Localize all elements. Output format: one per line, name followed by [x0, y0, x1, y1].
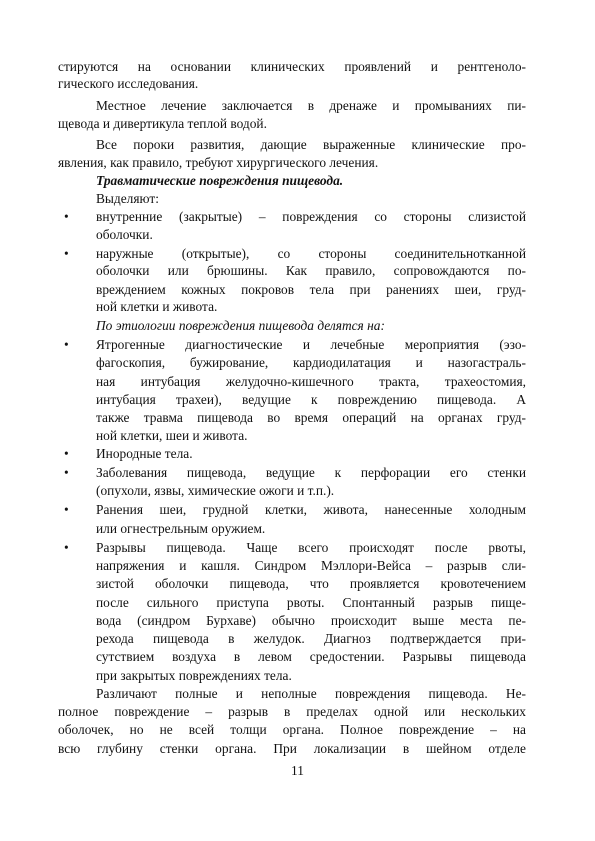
list-item-line: оболочки или брюшины. Как правило, сопровождаются по- — [96, 263, 526, 279]
bullet-icon: • — [64, 502, 69, 518]
list-item-line: вреждением кожных покровов тела при ранениях шеи, груд- — [96, 281, 526, 297]
list-item-line: зистой оболочки пищевода, что проявляется кровотечением — [96, 576, 526, 592]
list-item-line: фагоскопия, бужирование, кардиодилатация и назогастраль- — [96, 355, 526, 371]
bullet-icon: • — [64, 539, 69, 555]
list-item-line: рехода пищевода в желудок. Диагноз подтверждается при- — [96, 630, 526, 646]
list-item-line: вода (синдром Бурхаве) обычно происходит выше места пе- — [96, 613, 526, 629]
section-heading: Травматические повреждения пищевода. — [96, 173, 344, 189]
list-item-line: ной клетки, шеи и живота. — [96, 427, 248, 443]
text-line: Местное лечение заключается в дренаже и промываниях пи- — [96, 98, 526, 114]
page-number: 11 — [291, 762, 304, 778]
text-line: всю глубину стенки органа. При локализации в шейном отделе — [58, 740, 526, 756]
text-line: Выделяют: — [96, 190, 159, 206]
list-item-line: (опухоли, язвы, химические ожоги и т.п.). — [96, 482, 335, 498]
list-item-line: Ятрогенные диагностические и лечебные мероприятия (эзо- — [96, 336, 526, 352]
text-line: оболочек, но не всей толщи органа. Полное повреждение – на — [58, 722, 526, 738]
list-item-line: внутренние (закрытые) – повреждения со стороны слизистой — [96, 209, 526, 225]
list-item-line: оболочки. — [96, 227, 153, 243]
bullet-icon: • — [64, 245, 69, 261]
list-item-line: сутствием воздуха в левом средостении. Разрывы пищевода — [96, 649, 526, 665]
list-item-line: при закрытых повреждениях тела. — [96, 667, 292, 683]
list-item-line: после сильного приступа рвоты. Спонтанный разрыв пище- — [96, 594, 526, 610]
list-item-line: ной клетки и живота. — [96, 299, 218, 315]
list-item-line: также травма пищевода во время операций на органах груд- — [96, 410, 526, 426]
text-line: полное повреждение – разрыв в пределах одной или нескольких — [58, 704, 526, 720]
list-item-line: Заболевания пищевода, ведущие к перфорации его стенки — [96, 464, 526, 480]
list-item-line: напряжения и кашля. Синдром Мэллори-Вейса – разрыв сли- — [96, 558, 526, 574]
list-item-line: или огнестрельным оружием. — [96, 520, 266, 536]
bullet-icon: • — [64, 464, 69, 480]
text-line: явления, как правило, требуют хирургического лечения. — [58, 154, 379, 170]
text-line: Различают полные и неполные повреждения пищевода. Не- — [96, 686, 526, 701]
subheading: По этиологии повреждения пищевода делятся на: — [96, 317, 385, 333]
list-item-line: Ранения шеи, грудной клетки, живота, нанесенные холодным — [96, 502, 526, 518]
bullet-icon: • — [64, 209, 69, 225]
text-line: Все пороки развития, дающие выраженные клинические про- — [96, 137, 526, 153]
text-line: щевода и дивертикула теплой водой. — [58, 115, 267, 131]
bullet-icon: • — [64, 336, 69, 352]
text-line: стируются на основании клинических проявлений и рентгеноло- — [58, 58, 526, 74]
list-item-line: интубация трахеи), ведущие к повреждению пищевода. А — [96, 391, 526, 407]
list-item-line: наружные (открытые), со стороны соединительнотканной — [96, 245, 526, 261]
list-item-line: Инородные тела. — [96, 446, 193, 462]
text-line: гического исследования. — [58, 76, 199, 92]
bullet-icon: • — [64, 446, 69, 462]
list-item-line: ная интубация желудочно-кишечного тракта, трахеостомия, — [96, 373, 526, 389]
list-item-line: Разрывы пищевода. Чаще всего происходят после рвоты, — [96, 539, 526, 555]
